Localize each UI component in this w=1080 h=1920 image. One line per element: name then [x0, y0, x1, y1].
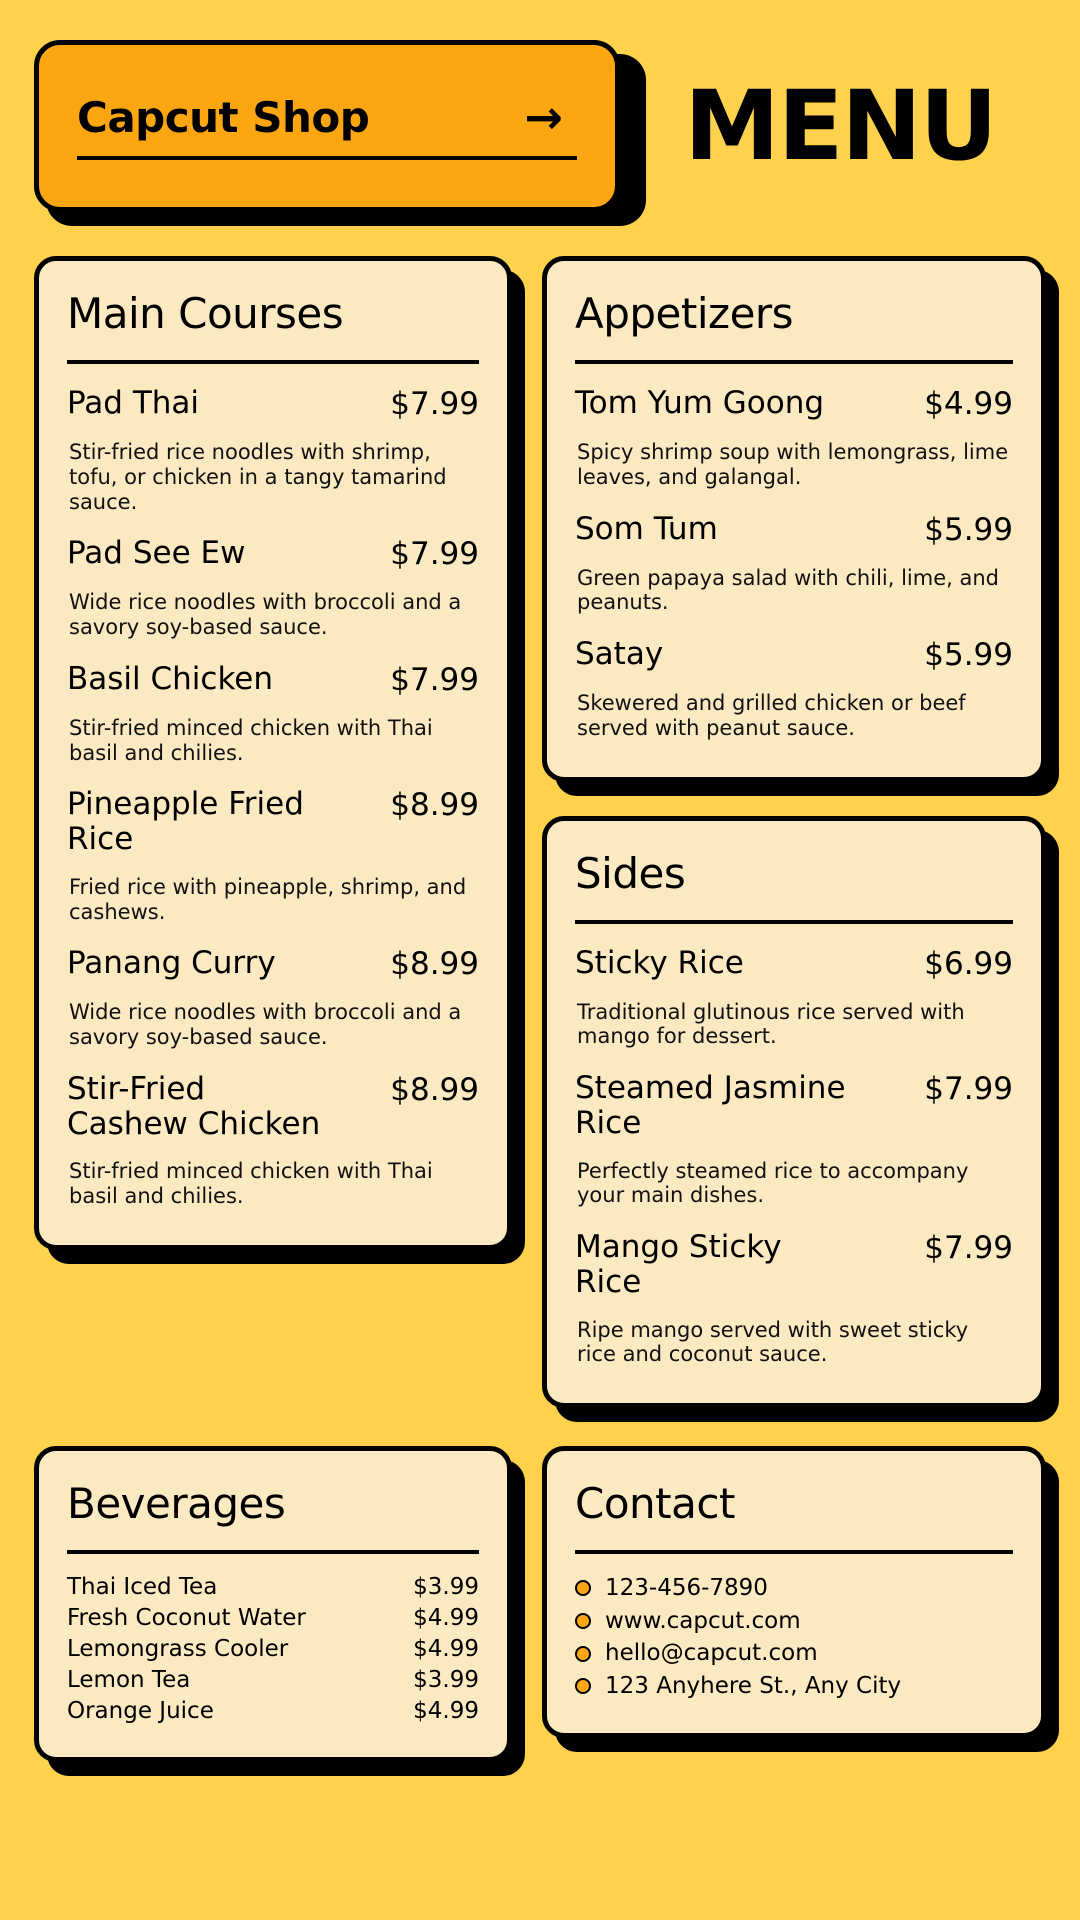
shop-button-underline: [77, 156, 577, 160]
menu-columns: [34, 256, 1046, 1442]
menu-item-price: $8.99: [390, 1071, 479, 1108]
menu-item-head: [67, 662, 479, 698]
beverage-price: $3.99: [413, 1574, 479, 1601]
section-sides: [542, 816, 1046, 1408]
beverage-name: Lemongrass Cooler: [67, 1636, 289, 1663]
beverage-price: $4.99: [413, 1636, 479, 1663]
shop-button-row: [77, 90, 577, 156]
capcut-shop-button[interactable]: [34, 40, 620, 212]
menu-item-price: $7.99: [390, 536, 479, 573]
shop-button-label: Capcut Shop: [77, 92, 370, 142]
beverage-name: Lemon Tea: [67, 1667, 191, 1694]
menu-item-name: Som Tum: [575, 510, 718, 547]
beverages-card-wrap: [34, 1446, 512, 1762]
divider: [67, 360, 479, 364]
main-courses-card-wrap: [34, 256, 512, 1250]
header: [34, 40, 1046, 230]
menu-item-name: Basil Chicken: [67, 660, 274, 697]
beverage-name: Fresh Coconut Water: [67, 1605, 306, 1632]
menu-item-price: $5.99: [924, 637, 1013, 674]
section-title: Contact: [575, 1479, 735, 1529]
menu-item-price: $7.99: [924, 1071, 1013, 1108]
menu-item: [575, 637, 1013, 741]
section-contact: [542, 1446, 1046, 1738]
menu-item-price: $5.99: [924, 511, 1013, 548]
menu-item-head: [67, 946, 479, 982]
menu-item-head: [575, 512, 1013, 548]
menu-item-head: [575, 386, 1013, 422]
contact-column: [542, 1446, 1046, 1796]
contact-text: 123-456-7890: [605, 1575, 768, 1602]
menu-item-head: [575, 946, 1013, 982]
menu-item: [575, 512, 1013, 616]
page-title: MENU: [684, 70, 996, 182]
beverage-row: [67, 1665, 479, 1696]
menu-item: [575, 946, 1013, 1050]
menu-item-name: Stir-Fried Cashew Chicken: [67, 1070, 321, 1142]
menu-item-head: [575, 1071, 1013, 1140]
arrow-right-icon: →: [524, 90, 563, 144]
menu-item-price: $7.99: [390, 661, 479, 698]
menu-item-description: Traditional glutinous rice served with mango for dessert.: [577, 999, 965, 1049]
beverage-name: Orange Juice: [67, 1698, 214, 1725]
divider: [575, 1550, 1013, 1554]
sides-card-wrap: [542, 816, 1046, 1408]
menu-item-description: Wide rice noodles with broccoli and a savory soy-based sauce.: [69, 1000, 462, 1050]
menu-item-name: Pad See Ew: [67, 535, 246, 572]
bottom-row: [34, 1446, 1046, 1796]
menu-item-description: Stir-fried minced chicken with Thai basil and chilies.: [69, 1159, 433, 1209]
menu-item-description: Wide rice noodles with broccoli and a savory soy-based sauce.: [69, 590, 462, 640]
contact-text: hello@capcut.com: [605, 1640, 818, 1667]
section-title: Main Courses: [67, 289, 344, 338]
beverage-price: $4.99: [413, 1698, 479, 1725]
divider: [575, 920, 1013, 924]
beverage-price: $4.99: [413, 1605, 479, 1632]
bullet-icon: [575, 1580, 591, 1596]
menu-item-price: $7.99: [924, 1230, 1013, 1267]
menu-item-name: Steamed Jasmine Rice: [575, 1070, 846, 1141]
menu-item-description: Stir-fried rice noodles with shrimp, tofu, or chicken in a tangy tamarind sauce.: [69, 440, 447, 514]
menu-item: [67, 536, 479, 640]
shop-button-wrap: [34, 40, 634, 220]
menu-item-description: Spicy shrimp soup with lemongrass, lime leaves, and galangal.: [577, 440, 1009, 489]
section-beverages: [34, 1446, 512, 1762]
beverage-row: [67, 1634, 479, 1665]
section-title: Sides: [575, 848, 686, 898]
appetizers-card-wrap: [542, 256, 1046, 782]
menu-item-price: $7.99: [390, 386, 479, 422]
section-main-courses: [34, 256, 512, 1250]
menu-item-description: Green papaya salad with chili, lime, and peanuts.: [577, 565, 999, 615]
menu-item-price: $8.99: [390, 787, 479, 824]
menu-item-price: $4.99: [924, 386, 1013, 422]
menu-item-name: Mango Sticky Rice: [575, 1229, 782, 1300]
section-title: Beverages: [67, 1479, 286, 1529]
contact-text: 123 Anyhere St., Any City: [605, 1673, 902, 1700]
contact-email[interactable]: [575, 1637, 1013, 1670]
beverage-name: Thai Iced Tea: [67, 1574, 218, 1601]
bullet-icon: [575, 1678, 591, 1694]
menu-item-name: Panang Curry: [67, 945, 276, 982]
menu-item-head: [67, 536, 479, 572]
menu-item-description: Ripe mango served with sweet sticky rice and coconut sauce.: [577, 1317, 969, 1367]
menu-item-name: Satay: [575, 636, 664, 673]
right-column: [542, 256, 1046, 1442]
menu-item: [67, 386, 479, 514]
contact-card-wrap: [542, 1446, 1046, 1738]
menu-item: [67, 946, 479, 1050]
menu-item-description: Stir-fried minced chicken with Thai basil and chilies.: [69, 715, 433, 765]
menu-item: [67, 662, 479, 766]
menu-item-name: Pad Thai: [67, 385, 200, 421]
menu-item-name: Sticky Rice: [575, 944, 744, 981]
beverage-row: [67, 1603, 479, 1634]
menu-item-name: Tom Yum Goong: [575, 385, 825, 421]
contact-website[interactable]: [575, 1605, 1013, 1638]
menu-item: [67, 1072, 479, 1209]
menu-item-head: [67, 386, 479, 422]
section-title: Appetizers: [575, 289, 794, 338]
menu-item-price: $6.99: [924, 945, 1013, 982]
divider: [575, 360, 1013, 364]
menu-item: [575, 1230, 1013, 1367]
menu-item-head: [575, 1230, 1013, 1299]
left-column: [34, 256, 512, 1442]
menu-item-price: $8.99: [390, 946, 479, 983]
beverage-row: [67, 1572, 479, 1603]
contact-address: [575, 1670, 1013, 1703]
contact-phone: [575, 1572, 1013, 1605]
divider: [67, 1550, 479, 1554]
menu-item-description: Skewered and grilled chicken or beef served with peanut sauce.: [577, 691, 966, 740]
beverage-row: [67, 1696, 479, 1727]
contact-text: www.capcut.com: [605, 1607, 801, 1634]
menu-item-description: Fried rice with pineapple, shrimp, and cashews.: [69, 874, 467, 924]
bullet-icon: [575, 1646, 591, 1662]
beverage-price: $3.99: [413, 1667, 479, 1694]
menu-item-head: [575, 637, 1013, 673]
menu-item-head: [67, 787, 479, 856]
menu-item-description: Perfectly steamed rice to accompany your main dishes.: [577, 1158, 969, 1208]
bullet-icon: [575, 1613, 591, 1629]
beverages-column: [34, 1446, 512, 1796]
menu-item-name: Pineapple Fried Rice: [67, 786, 304, 858]
menu-item: [67, 787, 479, 924]
menu-item: [575, 1071, 1013, 1208]
section-appetizers: [542, 256, 1046, 782]
menu-item: [575, 386, 1013, 490]
menu-item-head: [67, 1072, 479, 1141]
